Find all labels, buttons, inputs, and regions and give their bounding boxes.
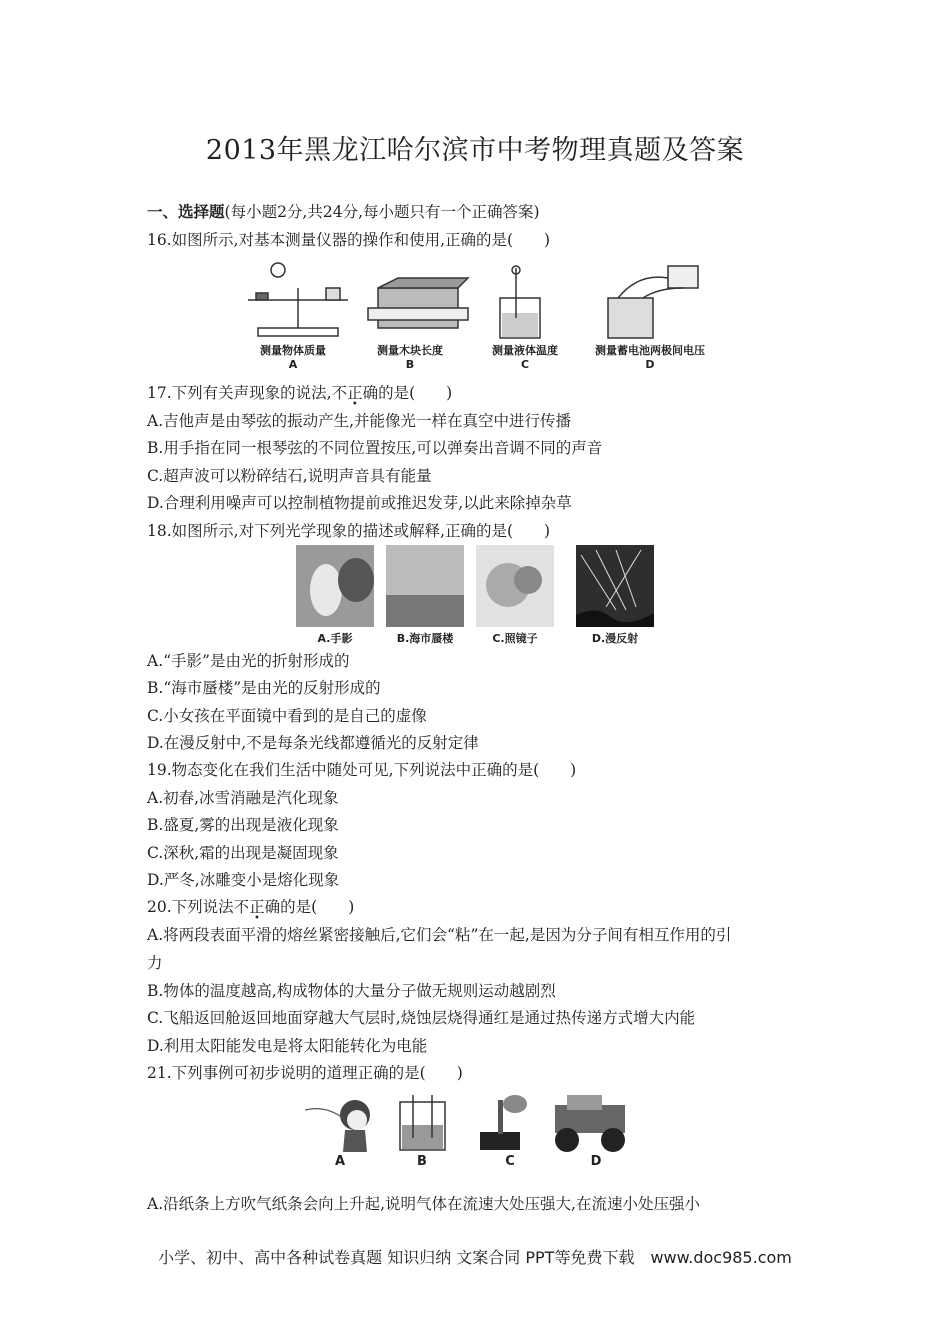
section-note: (每小题2分,共24分,每小题只有一个正确答案) <box>224 203 540 221</box>
q19-option-c: C.深秋,霜的出现是凝固现象 <box>147 844 339 862</box>
q16-caption-c: 测量液体温度 C <box>492 344 558 371</box>
q18-stem: 18.如图所示,对下列光学现象的描述或解释,正确的是( ) <box>147 522 551 540</box>
section-label: 一、选择题 <box>147 202 225 221</box>
page-footer: 小学、初中、高中各种试卷真题 知识归纳 文案合同 PPT等免费下载 www.doc985.com <box>158 1248 792 1267</box>
toy-truck-image <box>555 1095 625 1152</box>
battery-voltmeter-image <box>608 266 698 338</box>
q21-stem: 21.下列事例可初步说明的道理正确的是( ) <box>147 1064 463 1082</box>
q20-option-a: A.将两段表面平滑的熔丝紧密接触后,它们会“粘”在一起,是因为分子间有相互作用的引 <box>147 926 732 944</box>
q21-caption-a: A <box>334 1154 346 1169</box>
q20-emphasis: 不正确 <box>233 898 281 916</box>
q17-option-d: D.合理利用噪声可以控制植物提前或推迟发芽,以此来除掉杂草 <box>147 494 572 512</box>
q18-caption-c: C.照镜子 <box>492 632 538 645</box>
q17-stem: 17.下列有关声现象的说法,不正确的是( ) <box>147 384 453 402</box>
q16-caption-a: 测量物体质量 A <box>260 344 326 371</box>
q21-caption-b: B <box>417 1154 427 1169</box>
balance-image <box>248 263 348 336</box>
q19-option-d: D.严冬,冰雕变小是熔化现象 <box>147 871 340 889</box>
q16-caption-d: 测量蓄电池两极间电压 D <box>595 344 705 371</box>
q20-option-a-cont: 力 <box>147 954 163 972</box>
thermometer-image <box>500 266 540 338</box>
q20-option-b: B.物体的温度越高,构成物体的大量分子做无规则运动越剧烈 <box>147 982 556 1000</box>
q18-option-b: B.“海市蜃楼”是由光的反射形成的 <box>147 679 381 697</box>
blowing-paper-image <box>305 1100 370 1152</box>
q17-option-a: A.吉他声是由琴弦的振动产生,并能像光一样在真空中进行传播 <box>147 412 572 430</box>
q18-caption-b: B.海市蜃楼 <box>396 632 454 645</box>
q19-option-b: B.盛夏,雾的出现是液化现象 <box>147 816 339 834</box>
q17-option-c: C.超声波可以粉碎结石,说明声音具有能量 <box>147 467 432 485</box>
q19-option-a: A.初春,冰雪消融是汽化现象 <box>147 789 339 807</box>
q16-caption-b: 测量木块长度 B <box>377 344 443 371</box>
q18-option-c: C.小女孩在平面镜中看到的是自己的虚像 <box>147 707 427 725</box>
q16-stem: 16.如图所示,对基本测量仪器的操作和使用,正确的是( ) <box>147 231 551 249</box>
q21-caption-c: C <box>505 1154 515 1169</box>
q19-stem: 19.物态变化在我们生活中随处可见,下列说法中正确的是( ) <box>147 761 577 779</box>
q20-option-d: D.利用太阳能发电是将太阳能转化为电能 <box>147 1037 428 1055</box>
section-heading <box>147 202 540 222</box>
q18-option-a: A.“手影”是由光的折射形成的 <box>147 652 350 670</box>
q21-option-a: A.沿纸条上方吹气纸条会向上升起,说明气体在流速大处压强大,在流速小处压强小 <box>147 1195 700 1213</box>
hand-stand-image <box>480 1095 527 1150</box>
q17-emphasis: 不正确 <box>331 384 379 402</box>
q18-caption-d: D.漫反射 <box>591 632 639 645</box>
q21-figure <box>305 1090 645 1155</box>
q18-figure <box>296 545 656 627</box>
q21-caption-d: D <box>590 1154 602 1169</box>
q18-option-d: D.在漫反射中,不是每条光线都遵循光的反射定律 <box>147 734 479 752</box>
beaker-tube-image <box>400 1095 445 1150</box>
q18-caption-a: A.手影 <box>317 632 353 645</box>
q20-option-c: C.飞船返回舱返回地面穿越大气层时,烧蚀层烧得通红是通过热传递方式增大内能 <box>147 1009 696 1027</box>
page-title: 2013年黑龙江哈尔滨市中考物理真题及答案 <box>205 135 745 166</box>
q20-stem: 20.下列说法不正确的是( ) <box>147 898 355 916</box>
q17-option-b: B.用手指在同一根琴弦的不同位置按压,可以弹奏出音调不同的声音 <box>147 439 603 457</box>
ruler-block-image <box>368 278 468 328</box>
